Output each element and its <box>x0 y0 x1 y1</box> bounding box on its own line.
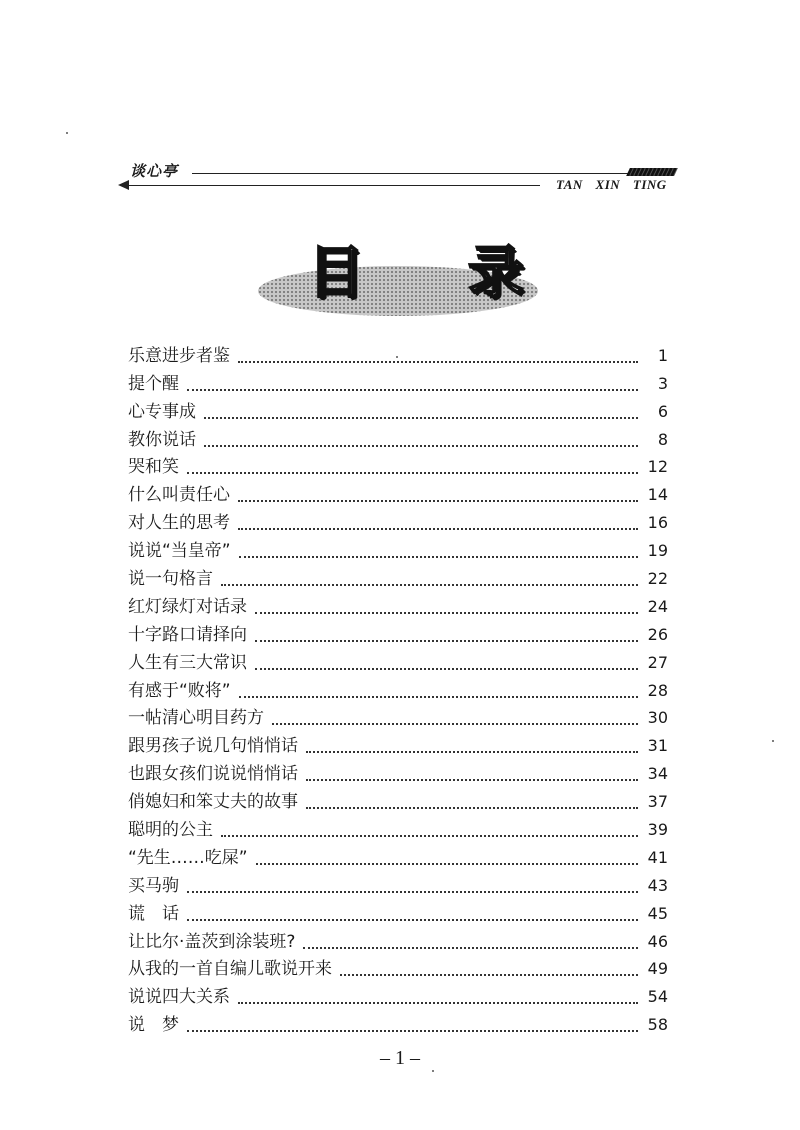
toc-entry-title: 俏媳妇和笨丈夫的故事 <box>128 792 298 813</box>
running-header-chinese: 谈心亭 <box>130 162 179 180</box>
toc-entry <box>128 841 668 869</box>
toc-entry-title: “先生……吃屎” <box>128 847 248 868</box>
toc-entry-title: 聪明的公主 <box>128 820 213 841</box>
dot-leader <box>255 612 638 614</box>
toc-entry <box>128 590 668 618</box>
title-char-2: 录 <box>468 241 524 306</box>
toc-entry <box>128 729 668 757</box>
toc-entry <box>128 646 668 674</box>
toc-entry-title: 说一句格言 <box>128 569 213 590</box>
toc-entry-page: 3 <box>657 373 668 393</box>
toc-entry <box>128 451 668 479</box>
header-rule-top <box>192 173 630 174</box>
toc-entry-title: 买马驹 <box>128 875 179 896</box>
toc-entry-title: 什么叫责任心 <box>128 485 230 506</box>
toc-entry-page: 22 <box>647 569 668 589</box>
toc-entry <box>128 897 668 925</box>
toc-entry-page: 26 <box>647 624 668 644</box>
toc-entry-title: 乐意进步者鉴 <box>128 345 230 366</box>
toc-entry <box>128 674 668 702</box>
toc-entry-page: 45 <box>647 903 668 923</box>
toc-entry-page: 46 <box>647 931 668 951</box>
dot-leader <box>221 835 638 837</box>
dot-leader <box>303 947 638 949</box>
toc-entry-page: 24 <box>647 596 668 616</box>
toc-entry-title: 说 梦 <box>128 1015 179 1036</box>
toc-entry <box>128 980 668 1008</box>
toc-entry-title: 跟男孩子说几句悄悄话 <box>128 736 298 757</box>
toc-entry <box>128 562 668 590</box>
dot-leader <box>239 696 638 698</box>
toc-entry-page: 54 <box>647 987 668 1007</box>
toc-entry-page: 27 <box>647 652 668 672</box>
toc-entry <box>128 869 668 897</box>
toc-entry-page: 6 <box>657 401 668 421</box>
toc-entry-title: 红灯绿灯对话录 <box>128 596 247 617</box>
toc-entry-page: 49 <box>647 959 668 979</box>
header-rule-bottom <box>128 185 540 186</box>
toc-entry <box>128 478 668 506</box>
dot-leader <box>256 863 638 865</box>
dot-leader <box>306 807 638 809</box>
dot-leader <box>238 500 638 502</box>
scan-speck <box>396 356 398 358</box>
running-header-pinyin: TAN XIN TING <box>556 177 667 192</box>
toc-entry <box>128 339 668 367</box>
page-title <box>296 238 536 310</box>
scan-speck <box>432 1070 434 1072</box>
toc-entry <box>128 757 668 785</box>
scan-speck <box>66 132 68 134</box>
dot-leader <box>238 361 638 363</box>
toc-entry-title: 谎 话 <box>128 903 179 924</box>
dot-leader <box>238 1002 638 1004</box>
toc-entry-title: 从我的一首自编儿歌说开来 <box>128 959 332 980</box>
dot-leader <box>255 668 638 670</box>
dot-leader <box>187 1030 638 1032</box>
dot-leader <box>239 556 638 558</box>
toc-entry-title: 说说四大关系 <box>128 987 230 1008</box>
dot-leader <box>187 472 638 474</box>
toc-entry-title: 十字路口请择向 <box>128 624 247 645</box>
toc-entry-title: 心专事成 <box>128 401 196 422</box>
toc-entry-page: 34 <box>647 764 668 784</box>
toc-entry-page: 41 <box>647 847 668 867</box>
dot-leader <box>221 584 638 586</box>
dot-leader <box>187 919 638 921</box>
toc-entry-title: 人生有三大常识 <box>128 652 247 673</box>
toc-entry <box>128 395 668 423</box>
dot-leader <box>238 528 638 530</box>
dot-leader <box>187 891 638 893</box>
toc-entry-page: 37 <box>647 792 668 812</box>
dot-leader <box>306 751 638 753</box>
toc-entry-page: 39 <box>647 820 668 840</box>
toc-entry <box>128 618 668 646</box>
toc-entry-page: 58 <box>647 1015 668 1035</box>
toc-entry-page: 31 <box>647 736 668 756</box>
toc-entry <box>128 702 668 730</box>
toc-entry-title: 提个醒 <box>128 373 179 394</box>
toc-entry-title: 说说“当皇帝” <box>128 541 231 562</box>
toc-entry <box>128 925 668 953</box>
toc-entry <box>128 1008 668 1036</box>
toc-entry-title: 哭和笑 <box>128 457 179 478</box>
toc-entry-page: 28 <box>647 680 668 700</box>
toc-entry <box>128 534 668 562</box>
toc-entry <box>128 953 668 981</box>
toc-entry-page: 16 <box>647 513 668 533</box>
toc-entry <box>128 785 668 813</box>
toc-entry-title: 教你说话 <box>128 429 196 450</box>
scan-speck <box>772 740 774 742</box>
dot-leader <box>187 389 638 391</box>
dot-leader <box>272 723 638 725</box>
toc-entry <box>128 367 668 395</box>
dot-leader <box>204 445 638 447</box>
dot-leader <box>306 779 638 781</box>
toc-entry-page: 43 <box>647 875 668 895</box>
toc-entry-title: 一帖清心明目药方 <box>128 708 264 729</box>
toc-entry <box>128 506 668 534</box>
toc-entry-title: 对人生的思考 <box>128 513 230 534</box>
toc-entry-page: 1 <box>657 345 668 365</box>
header-hatched-bar <box>626 168 678 176</box>
toc-entry-page: 19 <box>647 541 668 561</box>
toc-entry-title: 有感于“败将” <box>128 680 231 701</box>
page-number: – 1 – <box>380 1047 420 1069</box>
dot-leader <box>340 974 638 976</box>
toc-entry <box>128 423 668 451</box>
toc-entry-page: 30 <box>647 708 668 728</box>
dot-leader <box>204 417 638 419</box>
toc-entry-page: 8 <box>657 429 668 449</box>
toc-entry-title: 让比尔·盖茨到涂装班? <box>128 931 296 952</box>
title-char-1: 目 <box>308 241 364 306</box>
toc-entry-page: 14 <box>647 485 668 505</box>
toc-entry-page: 12 <box>647 457 668 477</box>
dot-leader <box>255 640 638 642</box>
table-of-contents <box>128 339 668 1036</box>
toc-entry <box>128 813 668 841</box>
toc-entry-title: 也跟女孩们说说悄悄话 <box>128 764 298 785</box>
